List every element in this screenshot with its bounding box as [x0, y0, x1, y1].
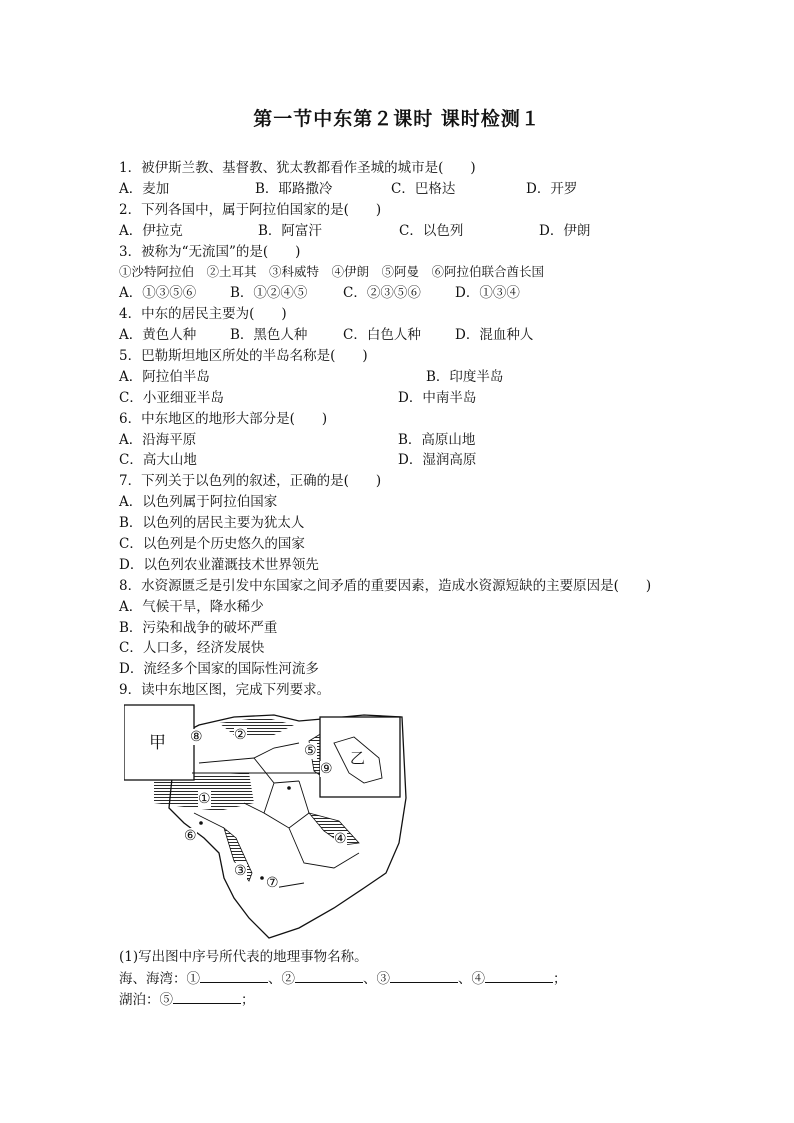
q4-options: [119, 325, 679, 346]
q2-stem: 2．下列各国中，属于阿拉伯国家的是( ): [119, 201, 382, 218]
q5-option-c[interactable]: C．小亚细亚半岛: [119, 389, 224, 406]
q2-option-b[interactable]: B．阿富汗: [258, 222, 322, 239]
box-jia-label: 甲: [149, 733, 166, 753]
q9-mark-4: ④: [471, 971, 485, 988]
q7-stem: 7．下列关于以色列的叙述，正确的是( ): [119, 473, 382, 490]
q1-option-d[interactable]: D．开罗: [526, 180, 578, 197]
q9-sep-3: 、: [458, 971, 472, 988]
q1-option-a[interactable]: A．麦加: [119, 180, 170, 197]
q3-options: [119, 283, 679, 304]
marker-9: ⑨: [320, 761, 333, 778]
q4-stem: 4．中东的居民主要为( ): [119, 306, 287, 323]
q4-option-a[interactable]: A．黄色人种: [119, 327, 197, 344]
q7-option-a[interactable]: A．以色列属于阿拉伯国家: [119, 494, 278, 511]
q2-option-a[interactable]: A．伊拉克: [119, 222, 183, 239]
q2-option-c[interactable]: C．以色列: [399, 222, 464, 239]
q9-end-1: ；: [553, 971, 567, 988]
q3-option-c[interactable]: C．②③⑤⑥: [343, 285, 421, 302]
q9-lake-line: [119, 989, 679, 1010]
answer-blank-4[interactable]: [485, 968, 553, 983]
q9-sep-2: 、: [363, 971, 377, 988]
answer-blank-5[interactable]: [173, 989, 241, 1004]
q1-options: [119, 179, 679, 200]
q1-option-b[interactable]: B．耶路撒冷: [255, 180, 333, 197]
marker-2: ②: [234, 727, 247, 744]
q6-option-a[interactable]: A．沿海平原: [119, 431, 197, 448]
q3-items: ①沙特阿拉伯 ②土耳其 ③科威特 ④伊朗 ⑤阿曼 ⑥阿拉伯联合酋长国: [119, 264, 545, 280]
q6-option-c[interactable]: C．高大山地: [119, 452, 197, 469]
q7-option-c[interactable]: C．以色列是个历史悠久的国家: [119, 536, 305, 553]
question-list: [119, 158, 679, 1010]
marker-4: ④: [334, 831, 347, 848]
marker-7: ⑦: [266, 875, 279, 892]
q8-option-c[interactable]: C．人口多，经济发展快: [119, 640, 265, 657]
q8-option-a[interactable]: A．气候干旱，降水稀少: [119, 598, 264, 615]
q9-lake-label: 湖泊：: [119, 991, 160, 1008]
q3-stem: 3．被称为“无流国”的是( ): [119, 243, 301, 260]
q9-mark-3: ③: [376, 971, 390, 988]
page-title: 第一节中东第２课时 课时检测１: [253, 108, 541, 130]
q4-option-d[interactable]: D．混血种人: [455, 327, 534, 344]
q3-option-d[interactable]: D．①③④: [455, 285, 520, 302]
middle-east-map: [124, 703, 414, 943]
q5-options-row1: [119, 367, 679, 388]
marker-5: ⑤: [304, 743, 317, 760]
q2-option-d[interactable]: D．伊朗: [539, 222, 591, 239]
q3-option-a[interactable]: A．①③⑤⑥: [119, 285, 197, 302]
q8-stem: 8．水资源匮乏是引发中东国家之间矛盾的重要因素，造成水资源短缺的主要原因是( ): [119, 577, 652, 594]
marker-8: ⑧: [190, 729, 203, 746]
q5-option-d[interactable]: D．中南半岛: [398, 389, 477, 406]
q3-option-b[interactable]: B．①②④⑤: [230, 285, 308, 302]
box-yi-label: 乙: [350, 750, 366, 768]
answer-blank-1[interactable]: [200, 968, 268, 983]
q7-option-d[interactable]: D．以色列农业灌溉技术世界领先: [119, 556, 319, 573]
marker-3: ③: [234, 863, 247, 880]
q9-sub1: (1)写出图中序号所代表的地理事物名称。: [119, 949, 368, 966]
q7-option-b[interactable]: B．以色列的居民主要为犹太人: [119, 515, 305, 532]
q9-sep-1: 、: [268, 971, 282, 988]
q5-option-b[interactable]: B．印度半岛: [426, 368, 504, 385]
q1-option-c[interactable]: C．巴格达: [391, 180, 456, 197]
marker-1: ①: [198, 791, 211, 808]
dot-2: [199, 821, 203, 825]
dot-3: [260, 876, 264, 880]
dot-1: [287, 786, 291, 790]
q6-stem: 6．中东地区的地形大部分是( ): [119, 410, 328, 427]
q5-option-a[interactable]: A．阿拉伯半岛: [119, 368, 210, 385]
q9-seas-label: 海、海湾：: [119, 971, 187, 988]
q6-options-row1: [119, 430, 679, 451]
q4-option-b[interactable]: B．黑色人种: [230, 327, 308, 344]
q6-option-b[interactable]: B．高原山地: [398, 431, 476, 448]
answer-blank-3[interactable]: [390, 968, 458, 983]
q9-mark-2: ②: [281, 971, 295, 988]
map-drawing: [124, 703, 414, 943]
q9-end-2: ；: [241, 991, 255, 1008]
q2-options: [119, 221, 679, 242]
answer-blank-2[interactable]: [295, 968, 363, 983]
q9-stem: 9．读中东地区图，完成下列要求。: [119, 682, 331, 699]
q5-options-row2: [119, 388, 679, 409]
marker-6: ⑥: [184, 828, 197, 845]
q6-options-row2: [119, 450, 679, 471]
q8-option-b[interactable]: B．污染和战争的破坏严重: [119, 619, 278, 636]
q9-seas-line: [119, 968, 679, 989]
q5-stem: 5．巴勒斯坦地区所处的半岛名称是( ): [119, 348, 368, 365]
q9-mark-1: ①: [186, 971, 200, 988]
q1-stem: 1．被伊斯兰教、基督教、犹太教都看作圣城的城市是( ): [119, 160, 476, 176]
q4-option-c[interactable]: C．白色人种: [343, 327, 421, 344]
q6-option-d[interactable]: D．湿润高原: [398, 452, 477, 469]
q8-option-d[interactable]: D．流经多个国家的国际性河流多: [119, 661, 319, 678]
q9-mark-5: ⑤: [159, 991, 173, 1008]
